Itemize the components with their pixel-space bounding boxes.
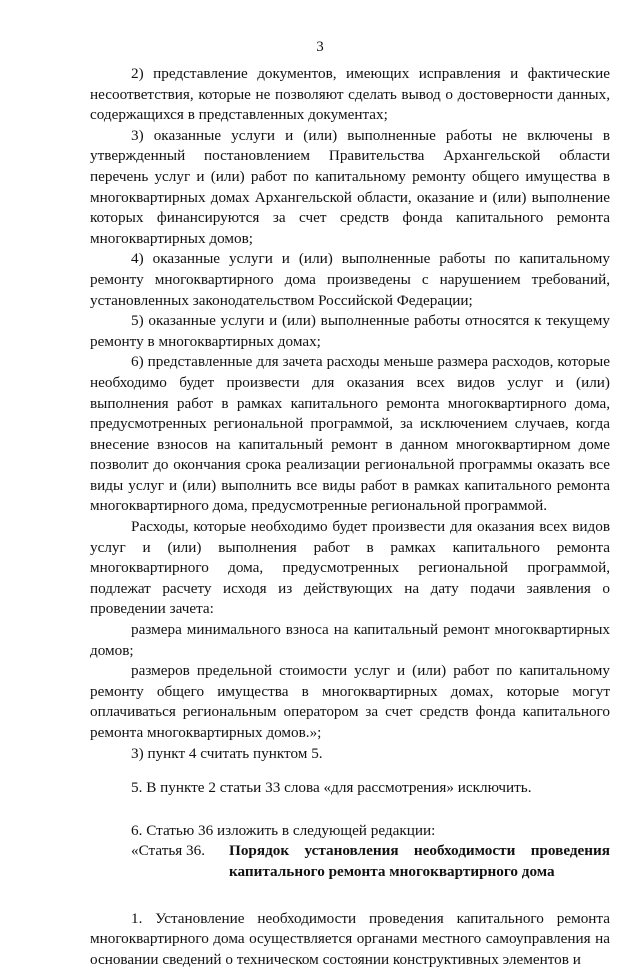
page-number: 3: [316, 39, 324, 55]
paragraph-amendment-6: 6. Статью 36 изложить в следующей редакции:: [131, 821, 436, 839]
paragraph-renumber: 3) пункт 4 считать пунктом 5.: [131, 744, 323, 762]
paragraph-item-6: 6) представленные для зачета расходы меньше размера расходов, которые необходимо будет произвести для оказания всех видов услуг и (или) выполнения работ в рамках капитального ремонта многоквартирного дома, предусмотренных региональной программой, за исключением случаев, когда внесение взносов на капитальный ремонт в данном многоквартирном доме позволит до окончания срока реализации региональной программы оказать все виды услуг и (или) выполнить все виды работ в рамках капитального ремонта многоквартирного дома, предусмотренные региональной программой.: [90, 353, 610, 515]
paragraph-min-contribution: размера минимального взноса на капитальный ремонт многоквартирных домов;: [90, 621, 610, 659]
paragraph-article-point-1: 1. Установление необходимости проведения капитального ремонта многоквартирного дома осуществляется органами местного самоуправления на основании сведений о техническом состоянии конструктивных элементов и: [90, 909, 610, 968]
paragraph-item-3: 3) оказанные услуги и (или) выполненные работы не включены в утвержденный постановлением Правительства Архангельской области перечень услуг и (или) работ по капитальному ремонту общего имущества в многоквартирных домах Архангельской области, оказание и (или) выполнение которых финансируются за счет средств фонда капитального ремонта многоквартирных домов;: [90, 126, 610, 247]
document-body: [90, 64, 610, 970]
article-heading: [90, 841, 610, 882]
paragraph-item-4: 4) оказанные услуги и (или) выполненные работы по капитальному ремонту многоквартирного дома произведены с нарушением требований, установленных законодательством Российской Федерации;: [90, 250, 610, 309]
paragraph-expenses: Расходы, которые необходимо будет произвести для оказания всех видов услуг и (или) выполнения работ в рамках капитального ремонта многоквартирного дома, предусмотренных региональной программой, подлежат расчету исходя из действующих на дату подачи заявления о проведении зачета:: [90, 518, 610, 618]
paragraph-item-5: 5) оказанные услуги и (или) выполненные работы относятся к текущему ремонту в многоквартирных домах;: [90, 312, 610, 350]
paragraph-item-2: 2) представление документов, имеющих исправления и фактические несоответствия, которые не позволяют сделать вывод о достоверности данных, содержащихся в представленных документах;: [90, 65, 610, 124]
article-label: «Статья 36.: [131, 842, 206, 860]
article-title: Порядок установления необходимости проведения капитального ремонта многоквартирного дома: [229, 842, 610, 880]
paragraph-max-cost: размеров предельной стоимости услуг и (или) работ по капитальному ремонту общего имущества в многоквартирных домах, которые могут оплачиваться региональным оператором за счет средств фонда капитального ремонта многоквартирных домов.»;: [90, 662, 610, 741]
paragraph-amendment-5: 5. В пункте 2 статьи 33 слова «для рассмотрения» исключить.: [131, 779, 532, 797]
